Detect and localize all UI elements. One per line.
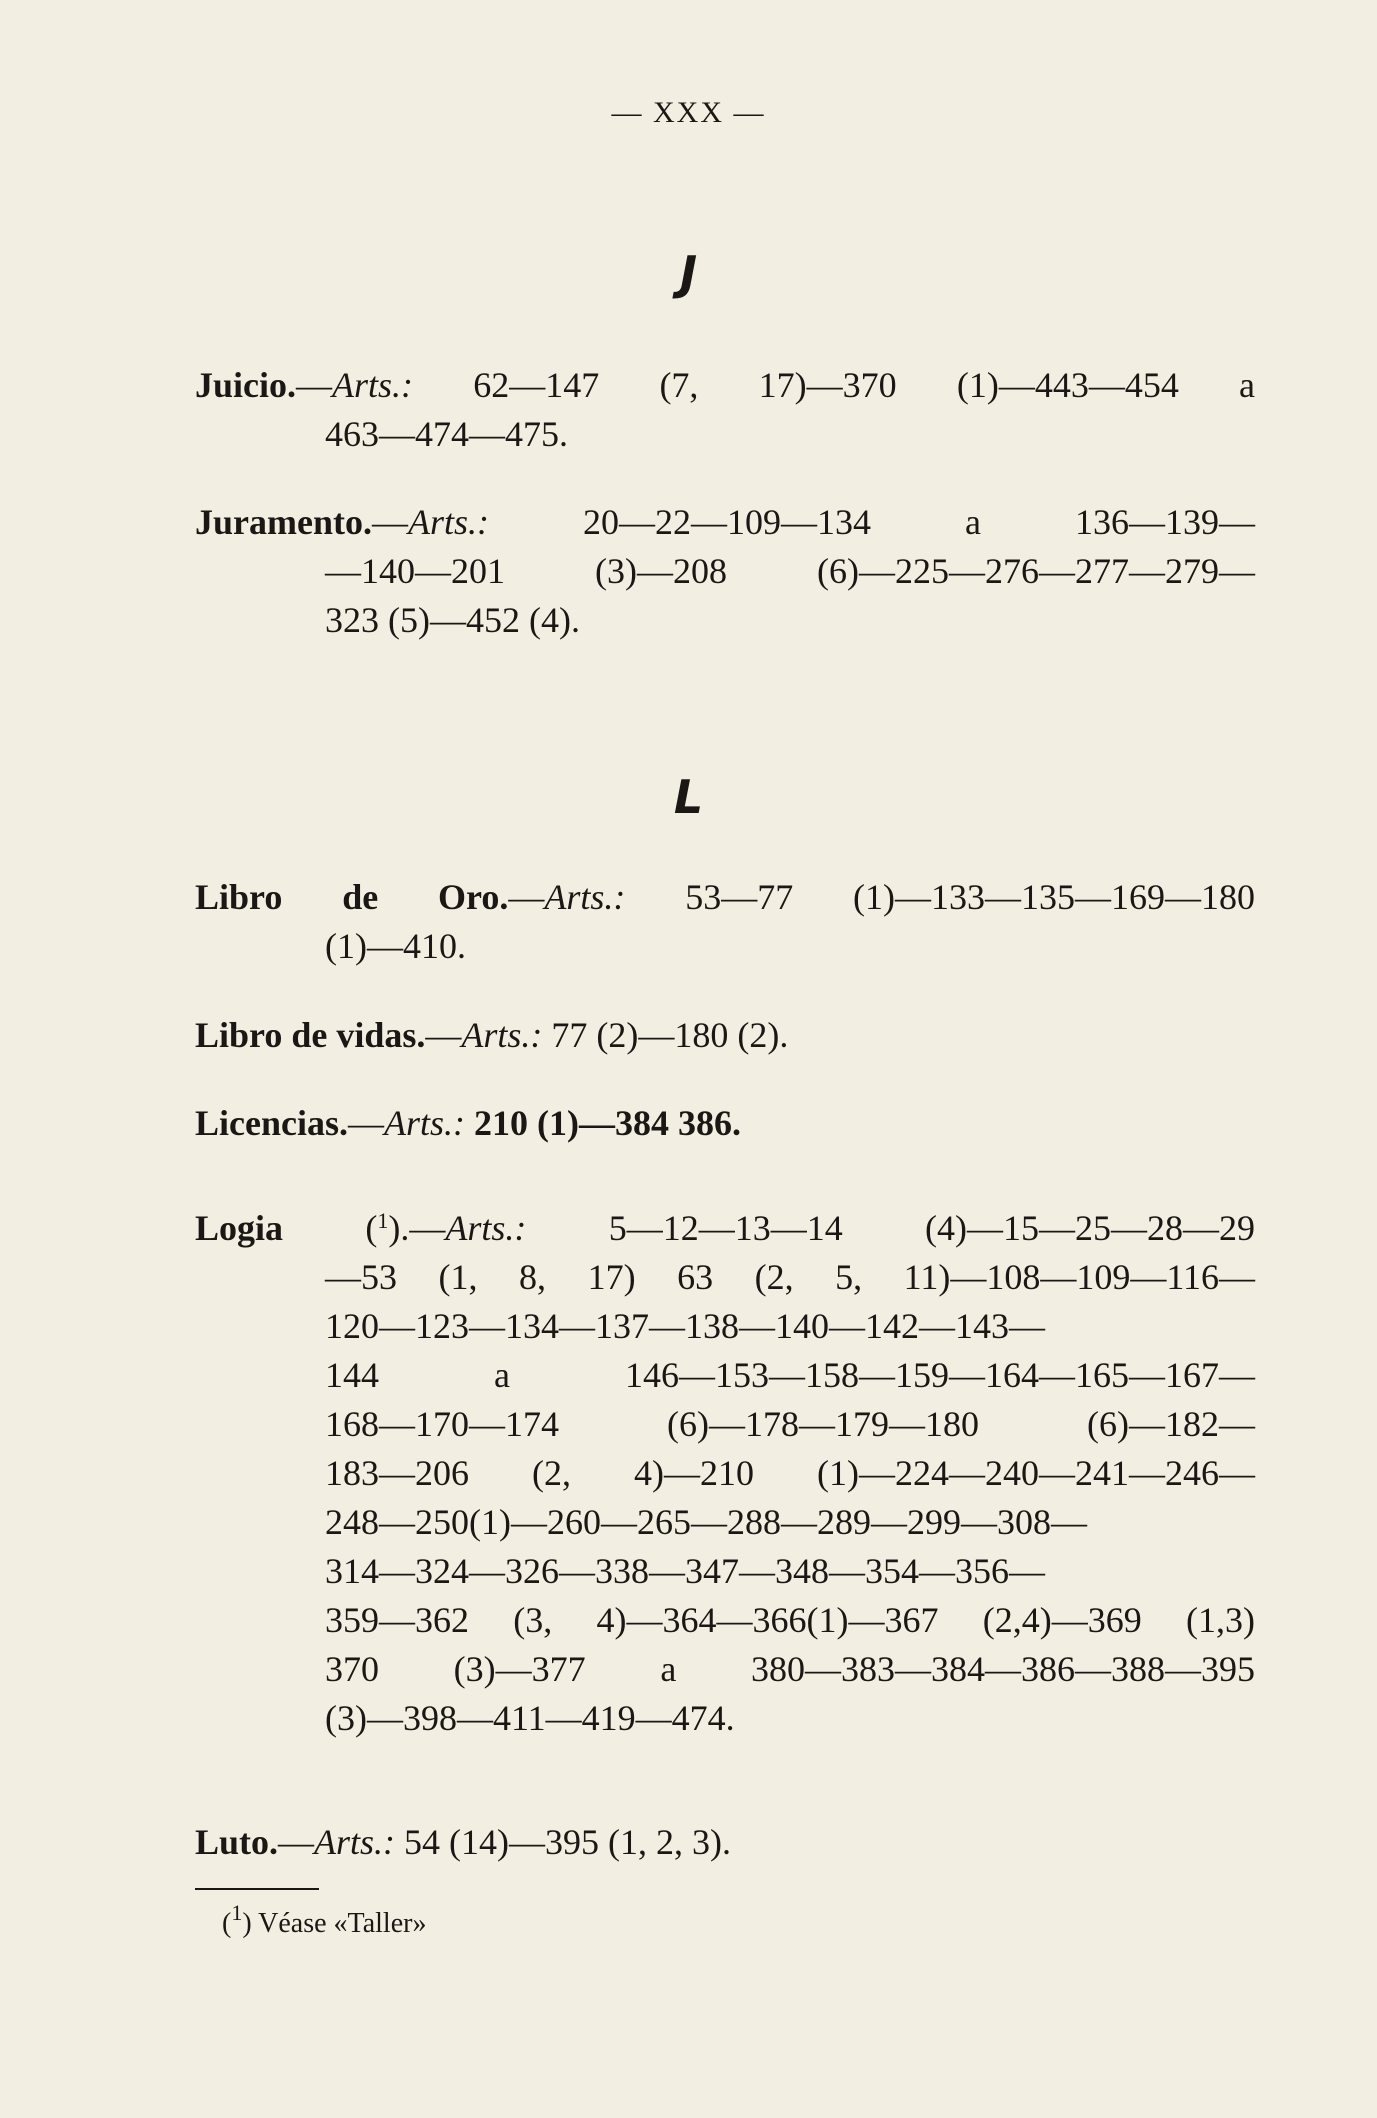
index-entry-libro-de-oro: Libro de Oro.—Arts.: 53—77 (1)—133—135—169—180 (1)—410.: [195, 873, 1255, 971]
entry-arts-label: Arts.:: [314, 1822, 396, 1862]
entry-line: (3)—398—411—419—474.: [325, 1698, 735, 1738]
section-letter-l: L: [673, 770, 704, 824]
entry-term: Licencias.: [195, 1103, 348, 1143]
entry-line: 54 (14)—395 (1, 2, 3).: [404, 1822, 731, 1862]
entry-term: Juramento.: [195, 502, 372, 542]
entry-arts-label: Arts.:: [407, 502, 489, 542]
entry-line: 144 a 146—153—158—159—164—165—167—: [325, 1355, 1255, 1395]
page-header: — XXX —: [611, 96, 766, 129]
entry-line: (1)—410.: [325, 926, 466, 966]
entry-line: —53 (1, 8, 17) 63 (2, 5, 11)—108—109—116—: [325, 1257, 1255, 1297]
entry-line: 248—250(1)—260—265—288—289—299—308—: [325, 1502, 1087, 1542]
entry-line: 120—123—134—137—138—140—142—143—: [325, 1306, 1045, 1346]
footnote-text: Véase «Taller»: [258, 1908, 427, 1939]
index-entry-libro-de-vidas: Libro de vidas.—Arts.: 77 (2)—180 (2).: [195, 1015, 789, 1055]
entry-arts-label: Arts.:: [332, 365, 414, 405]
entry-term: Juicio.: [195, 365, 297, 405]
entry-line: 183—206 (2, 4)—210 (1)—224—240—241—246—: [325, 1453, 1255, 1493]
entry-line: 53—77 (1)—133—135—169—180: [685, 877, 1255, 917]
footnote-mark: 1: [377, 1208, 389, 1233]
entry-line: 168—170—174 (6)—178—179—180 (6)—182—: [325, 1404, 1255, 1444]
footnote-mark: 1: [231, 1900, 243, 1925]
entry-arts-label: Arts.:: [461, 1015, 543, 1055]
entry-term: Libro de Oro.: [195, 877, 509, 917]
index-entry-luto: Luto.—Arts.: 54 (14)—395 (1, 2, 3).: [195, 1822, 731, 1862]
entry-line: 463—474—475.: [325, 414, 568, 454]
index-entry-juramento: Juramento.—Arts.: 20—22—109—134 a 136—139— —140—201 (3)—208 (6)—225—276—277—279— 323 (5)—452 (4).: [195, 498, 1255, 645]
entry-line: 323 (5)—452 (4).: [325, 600, 580, 640]
entry-arts-label: Arts.:: [544, 877, 626, 917]
entry-term: Logia: [195, 1208, 284, 1248]
entry-term: Luto.: [195, 1822, 279, 1862]
entry-line: 5—12—13—14 (4)—15—25—28—29: [608, 1208, 1255, 1248]
index-entry-logia: Logia ($^1$).—Arts.: 5—12—13—14 (4)—15—25—28—29 —53 (1, 8, 17) 63 (2, 5, 11)—108—109—116— 120—123—134—137—138—140—142—143— 144 a 146—153—158—159—164—165—167— 168—170—174 (6)—178—179—180 (6)—182— 183—206 (2, 4)—210 (1)—224—240—241—246— 248—250(1)—260—265—288—289—299—308— 314—324—326—338—347—348—354—356— 359—362 (3, 4)—364—366(1)—367 (2,4)—369 (1,3) 370 (3)—377 a 380—383—384—386—388—395 (3)—398—411—419—474.: [195, 1196, 1255, 1743]
entry-line: 210 (1)—384 386.: [473, 1103, 741, 1143]
entry-arts-label: Arts.:: [445, 1208, 527, 1248]
entry-arts-label: Arts.:: [383, 1103, 465, 1143]
footnote-rule: [195, 1888, 319, 1890]
entry-line: 314—324—326—338—347—348—354—356—: [325, 1551, 1045, 1591]
entry-line: —140—201 (3)—208 (6)—225—276—277—279—: [325, 551, 1255, 591]
section-letter-j: J: [679, 246, 698, 300]
entry-line: 62—147 (7, 17)—370 (1)—443—454 a: [473, 365, 1256, 405]
index-entry-licencias: Licencias.—Arts.: 210 (1)—384 386.: [195, 1103, 741, 1143]
entry-line: 20—22—109—134 a 136—139—: [583, 502, 1255, 542]
entry-line: 77 (2)—180 (2).: [551, 1015, 789, 1055]
entry-line: 370 (3)—377 a 380—383—384—386—388—395: [325, 1649, 1255, 1689]
index-entry-juicio: Juicio.—Arts.: 62—147 (7, 17)—370 (1)—443—454 a 463—474—475.: [195, 361, 1255, 459]
footnote: ($^1$) Véase «Taller»: [222, 1900, 427, 1939]
entry-term: Libro de vidas.: [195, 1015, 426, 1055]
entry-line: 359—362 (3, 4)—364—366(1)—367 (2,4)—369 (1,3): [325, 1600, 1255, 1640]
